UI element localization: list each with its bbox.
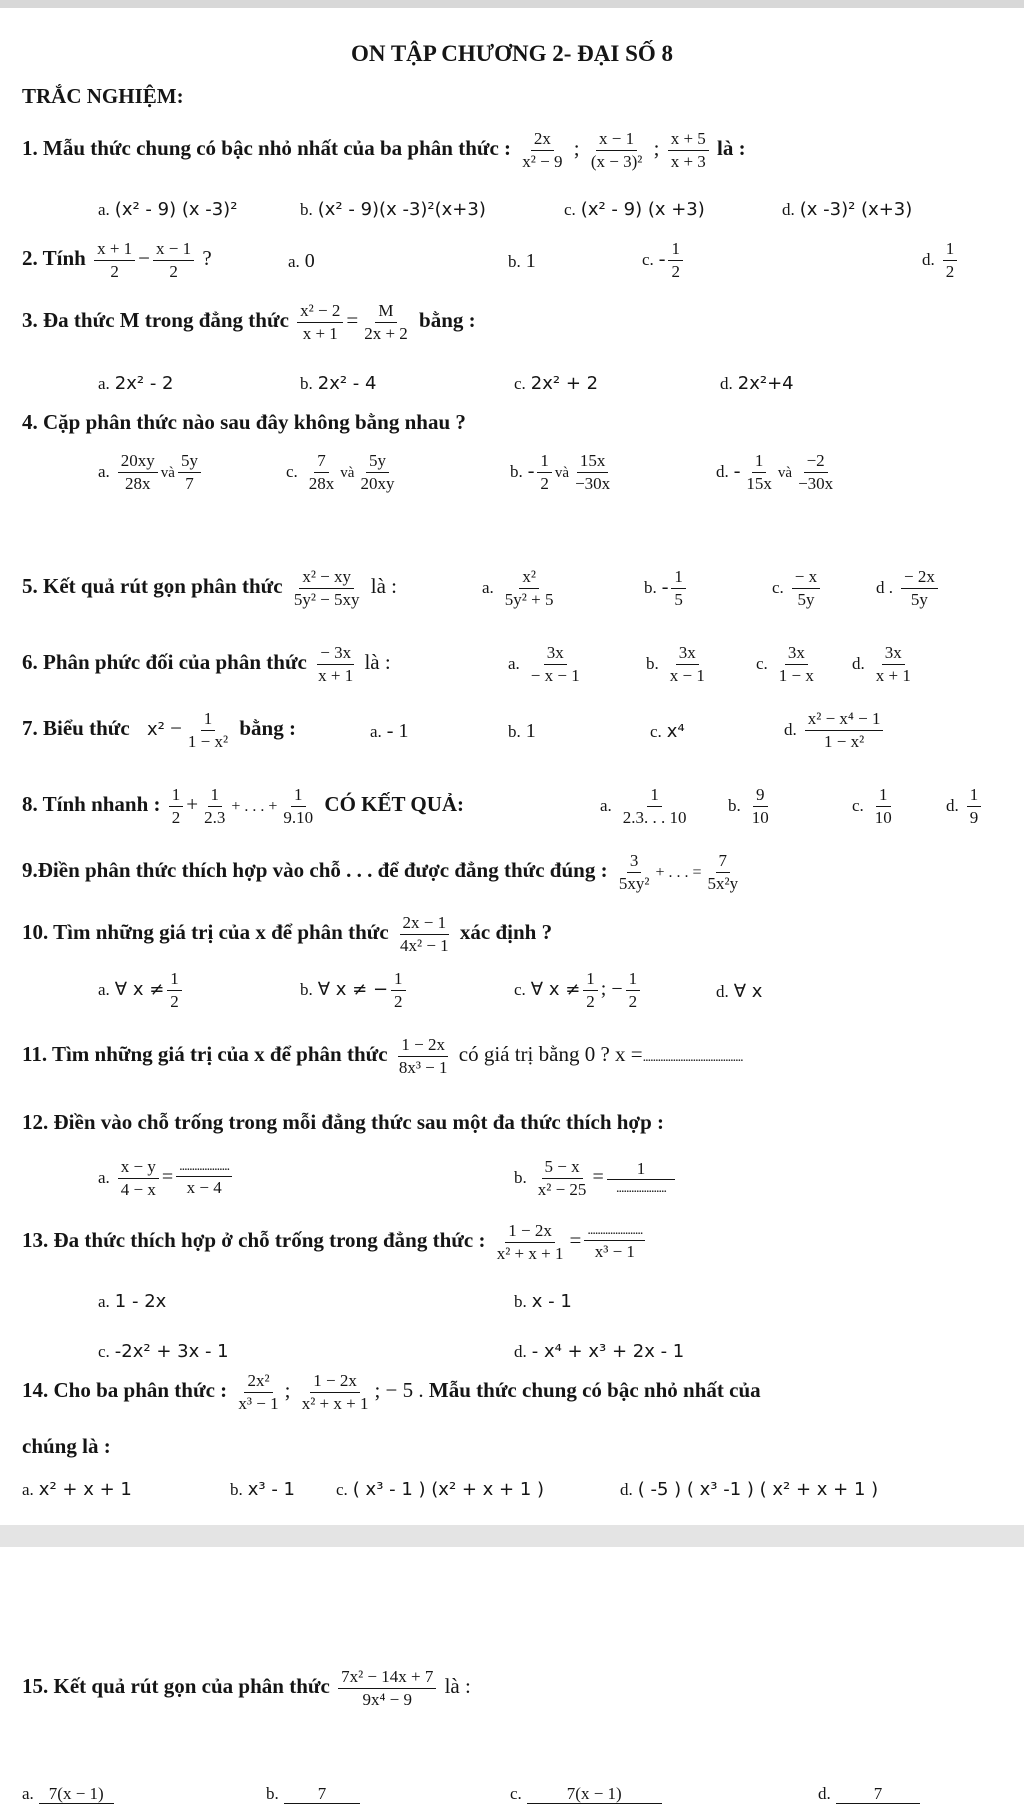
question-14: 14. Cho ba phân thức : $\frac{\text{2x²}}{\text{x³ − 1}}$ ; $\frac{1 - 2x}{\text{x² + x + 1}}$ ; − 5 . Mẫu thức chung có bậc nhỏ nhất của — [22, 1371, 761, 1413]
fraction: $\frac{5y}{20xy}$ — [360, 451, 395, 493]
fraction: $\frac{1}{2}$ — [169, 786, 184, 827]
question-2-text: 2. Tính — [22, 246, 86, 271]
option-d[interactable]: d. - $\frac{1}{15x}$ và $\frac{-2}{-30x}$ — [716, 452, 839, 493]
question-8: 8. Tính nhanh : $\frac{1}{2}$ + $\frac{1}{2.3}$ + . . . + $\frac{1}{9.10}$ CÓ KẾT QUẢ: — [22, 785, 465, 827]
fraction: $\frac{3x}{x + 1}$ — [875, 643, 911, 685]
fraction: $\frac{1 - 2x}{\text{8x³ − 1}}$ — [398, 1035, 448, 1077]
option-c[interactable]: c. 7(x − 1) — [510, 1782, 662, 1805]
option-d[interactable]: d. ( -5 ) ( x³ -1 ) ( x² + x + 1 ) — [620, 1479, 879, 1500]
fraction: $\frac{1}{2}$ — [583, 970, 598, 1011]
fraction: $\frac{1 - 2x}{\text{x² + x + 1}}$ — [496, 1221, 564, 1263]
option-c[interactable]: c. (x² - 9) (x +3) — [564, 199, 705, 220]
fraction: $\frac{15x}{-30x}$ — [575, 451, 611, 493]
option-a[interactable]: a. 0 — [288, 250, 315, 272]
fraction: $\frac{x + 5}{x + 3}$ — [668, 130, 709, 171]
question-6-text: 6. Phân phức đối của phân thức — [22, 650, 307, 675]
question-14-text: 14. Cho ba phân thức : — [22, 1378, 228, 1403]
fraction: $\frac{\text{x² − x⁴ − 1}}{\text{1 − x²}}$ — [805, 710, 884, 751]
option-a[interactable]: a. ∀ x ≠ $\frac{1}{2}$ — [98, 970, 185, 1011]
option-d[interactable]: d. (x -3)² (x+3) — [782, 199, 913, 220]
fraction: $\frac{3}{\text{5xy²}}$ — [618, 851, 650, 893]
fraction: $\frac{3x}{1 - x}$ — [778, 643, 814, 685]
question-11-text: 11. Tìm những giá trị của x để phân thức — [22, 1042, 388, 1067]
fraction: $\frac{1}{2}$ — [626, 970, 641, 1011]
option-c[interactable]: c. $\frac{1}{10}$ — [852, 786, 898, 827]
option-d[interactable]: d. $\frac{1}{9}$ — [946, 786, 984, 827]
fraction: $\frac{1}{....................}$ — [607, 1160, 676, 1198]
option-a[interactable]: a. x² + x + 1 — [22, 1479, 132, 1500]
option-d[interactable]: d. $\frac{1}{2}$ — [922, 240, 960, 281]
fraction: $\frac{\text{x² − xy}}{\text{5y² − 5xy}}$ — [293, 567, 360, 609]
option-c[interactable]: c. - $\frac{1}{2}$ — [642, 240, 686, 281]
fraction: $\frac{- 2x}{5y}$ — [901, 568, 938, 609]
option-d[interactable]: d . $\frac{- 2x}{5y}$ — [876, 568, 941, 609]
fraction: $\frac{x - 1}{2}$ — [153, 240, 194, 281]
fraction: $\frac{\text{7x² − 14x + 7}}{\text{9x⁴ − 9}}$ — [338, 1668, 436, 1709]
page-divider — [0, 1525, 1024, 1547]
question-12 — [22, 1112, 1010, 1133]
question-8-text: 8. Tính nhanh : — [22, 792, 161, 817]
fraction: $\frac{3x}{x - 1}$ — [669, 643, 705, 685]
option-b[interactable]: b. x - 1 — [514, 1291, 572, 1312]
fraction: $\frac{....................}{x - 4}$ — [176, 1160, 232, 1198]
option-b[interactable]: b. - $\frac{1}{5}$ — [644, 568, 689, 609]
question-6: 6. Phân phức đối của phân thức $\frac{- 3x}{x + 1}$ là : — [22, 643, 391, 685]
question-5: 5. Kết quả rút gọn phân thức $\frac{\text{x² − xy}}{\text{5y² − 5xy}}$ là : — [22, 567, 397, 609]
question-10-text: 10. Tìm những giá trị của x để phân thức — [22, 920, 389, 945]
fraction: $\frac{1}{10}$ — [874, 785, 892, 827]
option-a[interactable]: a. $\frac{20xy}{28x}$ và $\frac{5y}{7}$ — [98, 452, 204, 493]
question-12-text: 12. Điền vào chỗ trống trong mỗi đẳng thức sau một đa thức thích hợp : — [22, 1110, 664, 1134]
fraction: $\frac{7}{\text{5x²y}}$ — [707, 851, 739, 893]
fraction: $\frac{......................}{\text{x³ − 1}}$ — [584, 1224, 645, 1262]
option-b[interactable]: b. (x² - 9)(x -3)²(x+3) — [300, 199, 486, 220]
page-title: ON TẬP CHƯƠNG 2- ĐẠI SỐ 8 — [350, 41, 674, 66]
option-a[interactable]: a. $\frac{1}{2.3. . . 10}$ — [600, 786, 693, 827]
answer-blank[interactable]: ........................................ — [642, 1050, 743, 1066]
question-7: 7. Biểu thức x² − $\frac{1}{\text{1 − x²}}$ bằng : — [22, 709, 296, 751]
option-c[interactable]: c. $\frac{3x}{1 - x}$ — [756, 644, 820, 685]
option-a[interactable]: a. $\frac{\text{x²}}{\text{5y² + 5}}$ — [482, 568, 559, 609]
question-1-text: 1. Mẫu thức chung có bậc nhỏ nhất của ba phân thức : — [22, 136, 512, 161]
fraction: $\frac{x - y}{4 - x}$ — [118, 1158, 159, 1199]
fraction: $\frac{-2}{-30x}$ — [798, 451, 834, 493]
fraction: $\frac{x + 1}{2}$ — [94, 240, 135, 281]
option-d[interactable]: d. $\frac{\text{x² − x⁴ − 1}}{\text{1 − x²}}$ — [784, 710, 886, 751]
question-15-text: 15. Kết quả rút gọn của phân thức — [22, 1674, 330, 1699]
fraction: $\frac{1}{2.3. . . 10}$ — [622, 785, 687, 827]
fraction: $\frac{1}{2}$ — [668, 240, 683, 281]
option-a[interactable]: a. $\frac{3x}{- x - 1}$ — [508, 644, 586, 685]
blank-b[interactable]: b. $\frac{5 - x}{\text{x² − 25}}$ = $\frac{1}{....................}$ — [514, 1158, 678, 1199]
option-b[interactable]: b. - $\frac{1}{2}$ và $\frac{15x}{-30x}$ — [510, 452, 616, 493]
fraction: $\frac{9}{10}$ — [751, 785, 769, 827]
option-b[interactable]: b. 1 — [508, 250, 536, 272]
question-3-text: 3. Đa thức M trong đẳng thức — [22, 308, 289, 333]
fraction: $\frac{1}{2.3}$ — [204, 785, 226, 827]
option-a[interactable]: a. (x² - 9) (x -3)² — [98, 199, 238, 220]
fraction: $\frac{- 3x}{x + 1}$ — [318, 643, 354, 685]
fraction: $\frac{1 - 2x}{\text{x² + x + 1}}$ — [301, 1371, 369, 1413]
fraction: $\frac{\text{2x²}}{\text{x³ − 1}}$ — [238, 1371, 279, 1413]
option-a[interactable]: a. 7(x − 1) — [22, 1782, 114, 1805]
question-9: 9.Điền phân thức thích hợp vào chỗ . . . để được đẳng thức đúng : $\frac{3}{\text{5xy²}}$ + . . . = $\frac{7}{\text{5x²y}}$ — [22, 852, 1010, 893]
question-5-text: 5. Kết quả rút gọn phân thức — [22, 574, 283, 599]
option-a[interactable]: a. 2x² - 2 — [98, 373, 174, 394]
option-c[interactable]: c. $\frac{- x}{5y}$ — [772, 568, 823, 609]
fraction: $\frac{7}{28x}$ — [308, 451, 335, 493]
fraction: $\frac{\text{x²}}{\text{5y² + 5}}$ — [504, 567, 554, 609]
fraction: $\frac{1}{9.10}$ — [283, 785, 314, 827]
option-c[interactable]: c. x⁴ — [650, 721, 685, 742]
option-b[interactable]: b. 1 — [508, 720, 536, 742]
option-b[interactable]: b. 2x² - 4 — [300, 373, 377, 394]
top-border — [0, 0, 1024, 8]
fraction: $\frac{1}{5}$ — [671, 568, 686, 609]
option-a[interactable]: a. 1 - 2x — [98, 1291, 167, 1312]
fraction: $\frac{1}{2}$ — [167, 970, 182, 1011]
fraction: $\frac{5 - x}{\text{x² − 25}}$ — [537, 1157, 587, 1199]
question-13-text: 13. Đa thức thích hợp ở chỗ trống trong đẳng thức : — [22, 1228, 486, 1253]
fraction: $\frac{2x - 1}{\text{4x² − 1}}$ — [399, 913, 449, 955]
fraction: $\frac{5y}{7}$ — [178, 452, 201, 493]
option-d[interactable]: d. 7 — [818, 1782, 920, 1805]
fraction: $\frac{1}{2}$ — [537, 452, 552, 493]
question-15: 15. Kết quả rút gọn của phân thức $\frac{\text{7x² − 14x + 7}}{\text{9x⁴ − 9}}$ là : — [22, 1667, 471, 1709]
option-a[interactable]: a. - 1 — [370, 720, 409, 742]
option-b[interactable]: b. $\frac{9}{10}$ — [728, 786, 775, 827]
option-b[interactable]: b. x³ - 1 — [230, 1479, 296, 1500]
question-3: 3. Đa thức M trong đẳng thức $\frac{\text{x² − 2}}{x + 1}$ = $\frac{M}{2x + 2}$ bằng : — [22, 301, 476, 343]
question-1: 1. Mẫu thức chung có bậc nhỏ nhất của ba phân thức : $\frac{2x}{\text{x² − 9}}$ ; $\frac{x - 1}{\text{(x − 3)²}}$ ; $\frac{x + 5}{x + 3}$ là : — [22, 129, 746, 171]
question-13: 13. Đa thức thích hợp ở chỗ trống trong đẳng thức : $\frac{1 - 2x}{\text{x² + x + 1}}$ = $\frac{......................}{\text{x³ − 1}}$ — [22, 1222, 1010, 1263]
option-c[interactable]: c. -2x² + 3x - 1 — [98, 1341, 229, 1362]
fraction: $\frac{3x}{- x - 1}$ — [530, 643, 580, 685]
option-d[interactable]: d. ∀ x — [716, 981, 763, 1002]
question-7-text: 7. Biểu thức — [22, 716, 130, 741]
blank-a[interactable]: a. $\frac{x - y}{4 - x}$ = $\frac{....................}{x - 4}$ — [98, 1158, 235, 1199]
option-d[interactable]: d. 2x²+4 — [720, 373, 794, 394]
section-heading: TRẮC NGHIỆM: — [22, 84, 184, 108]
question-2: 2. Tính $\frac{x + 1}{2}$ − $\frac{x - 1}{2}$ ? — [22, 239, 212, 281]
question-11: 11. Tìm những giá trị của x để phân thức $\frac{1 - 2x}{\text{8x³ − 1}}$ có giá trị bằng 0 ? x =........................................ — [22, 1035, 743, 1077]
fraction: $\frac{1}{9}$ — [967, 786, 982, 827]
question-9-text: 9.Điền phân thức thích hợp vào chỗ . . . để được đẳng thức đúng : — [22, 858, 608, 883]
option-c[interactable]: c. 2x² + 2 — [514, 373, 599, 394]
option-d[interactable]: d. $\frac{3x}{x + 1}$ — [852, 644, 917, 685]
option-c[interactable]: c. ( x³ - 1 ) (x² + x + 1 ) — [336, 1479, 545, 1500]
question-10: 10. Tìm những giá trị của x để phân thức $\frac{2x - 1}{\text{4x² − 1}}$ xác định ? — [22, 913, 553, 955]
fraction: $\frac{M}{2x + 2}$ — [364, 301, 408, 343]
question-4: 4. Cặp phân thức nào sau đây không bằng nhau ? — [22, 410, 466, 434]
option-b[interactable]: b. ∀ x ≠ − $\frac{1}{2}$ — [300, 970, 409, 1011]
fraction: $\frac{x - 1}{\text{(x − 3)²}}$ — [590, 129, 643, 171]
fraction: $\frac{1}{15x}$ — [746, 451, 772, 493]
fraction: $\frac{\text{x² − 2}}{x + 1}$ — [297, 302, 343, 343]
fraction: $\frac{2x}{\text{x² − 9}}$ — [522, 129, 563, 171]
option-b[interactable]: b. 7 — [266, 1782, 360, 1805]
option-d[interactable]: d. - x⁴ + x³ + 2x - 1 — [514, 1341, 685, 1362]
option-c[interactable]: c. $\frac{7}{28x}$ và $\frac{5y}{20xy}$ — [286, 452, 400, 493]
question-14-continued: chúng là : — [22, 1434, 111, 1458]
option-c[interactable]: c. ∀ x ≠ $\frac{1}{2}$ ; − $\frac{1}{2}$ — [514, 970, 643, 1011]
fraction: $\frac{1}{2}$ — [391, 970, 406, 1011]
fraction: $\frac{- x}{5y}$ — [792, 568, 820, 609]
option-b[interactable]: b. $\frac{3x}{x - 1}$ — [646, 644, 711, 685]
fraction: $\frac{20xy}{28x}$ — [118, 452, 158, 493]
fraction: $\frac{1}{\text{1 − x²}}$ — [187, 709, 229, 751]
fraction: $\frac{1}{2}$ — [943, 240, 958, 281]
